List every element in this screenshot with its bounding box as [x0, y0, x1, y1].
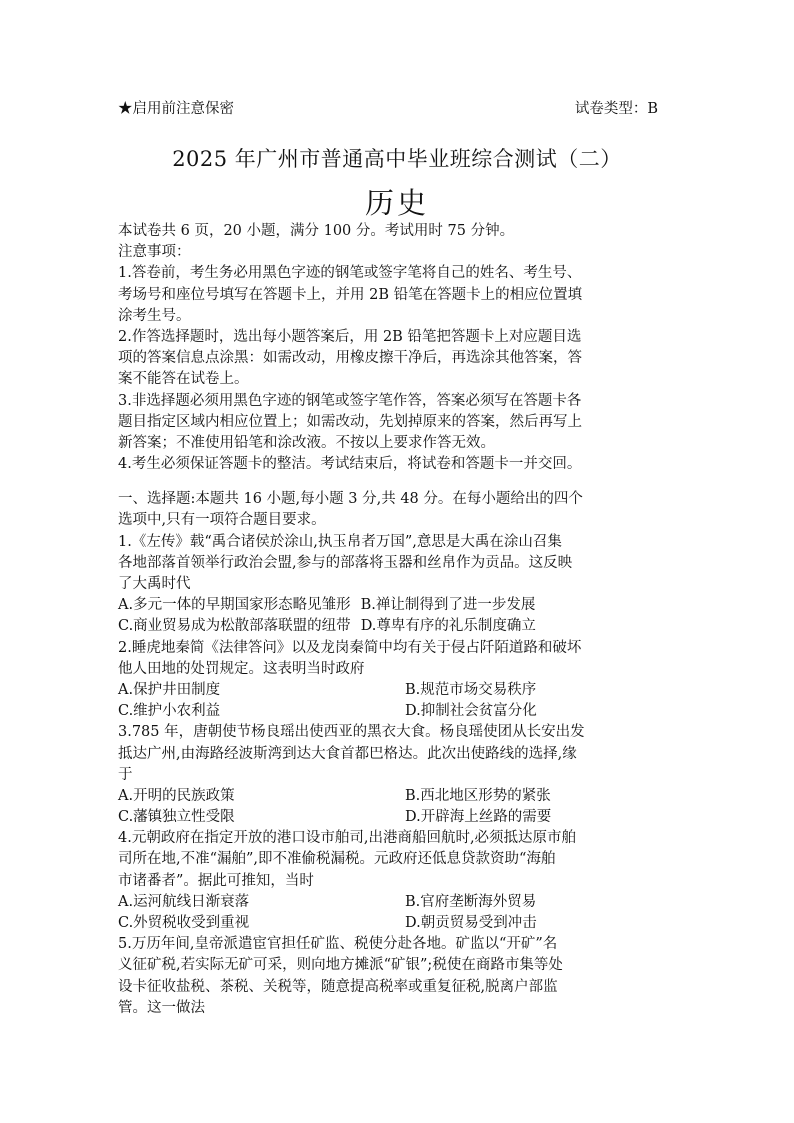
exam-title: 2025 年广州市普通高中毕业班综合测试（二） — [172, 147, 622, 171]
note-line: 2.作答选择题时，选出每小题答案后，用 2B 铅笔把答题卡上对应题目选 — [118, 328, 582, 345]
paper-type-label: 试卷类型：B — [574, 101, 658, 117]
question-1 — [118, 532, 678, 638]
note-line: 题目指定区域内相应位置上；如需改动，先划掉原来的答案，然后再写上 — [118, 413, 582, 430]
option-d: D.尊卑有序的礼乐制度确立 — [360, 618, 536, 635]
question-stem-line: 4.元朝政府在指定开放的港口设市舶司,出港商船回航时,必须抵达原市舶 — [118, 830, 577, 847]
note-line: 考场号和座位号填写在答题卡上，并用 2B 铅笔在答题卡上的相应位置填 — [118, 286, 583, 303]
option-c: C.藩镇独立性受限 — [118, 809, 235, 826]
question-3 — [118, 722, 678, 828]
note-line: 3.非选择题必须用黑色字迹的钢笔或签字笔作答，答案必须写在答题卡各 — [118, 392, 582, 409]
option-row — [118, 701, 678, 722]
section-heading-line: 一、选择题:本题共 16 小题,每小题 3 分,共 48 分。在每小题给出的四个 — [118, 491, 583, 508]
option-c: C.外贸税收受到重视 — [118, 915, 250, 931]
question-stem-line: 各地部落首领举行政治会盟,参与的部落将玉器和丝帛作为贡品。这反映 — [118, 554, 573, 571]
question-stem-line: 义征矿税,若实际无矿可采，则向地方摊派“矿银”;税使在商路市集等处 — [118, 957, 563, 974]
option-c: C.商业贸易成为松散部落联盟的纽带 — [118, 618, 351, 635]
option-row — [118, 786, 678, 807]
question-stem-line: 2.睡虎地秦简《法律答问》以及龙岗秦简中均有关于侵占阡陌道路和破坏 — [118, 639, 582, 656]
question-stem-line: 于 — [118, 766, 133, 783]
section-heading — [118, 489, 678, 531]
note-line: 1.答卷前，考生务必用黑色字迹的钢笔或签字笔将自己的姓名、考生号、 — [118, 265, 582, 282]
option-row — [118, 913, 678, 934]
note-line: 涂考生号。 — [118, 307, 191, 324]
question-stem-line: 市诸番者”。据此可推知，当时 — [118, 872, 314, 889]
option-row — [118, 595, 678, 616]
option-c: C.维护小农利益 — [118, 703, 221, 720]
question-stem-line: 抵达广州,由海路经波斯湾到达大食首都巴格达。此次出使路线的选择,缘 — [118, 745, 577, 762]
note-line: 4.考生必须保证答题卡的整洁。考试结束后，将试卷和答题卡一并交回。 — [118, 456, 582, 473]
subject-title: 历史 — [364, 186, 429, 220]
page-header — [118, 97, 658, 117]
question-5 — [118, 934, 678, 1019]
option-a: A.保护井田制度 — [118, 681, 221, 698]
notes-block — [118, 263, 678, 475]
exam-intro: 本试卷共 6 页，20 小题，满分 100 分。考试用时 75 分钟。 — [118, 223, 515, 239]
question-stem-line: 管。这一做法 — [118, 999, 205, 1016]
option-b: B.西北地区形势的紧张 — [405, 787, 551, 804]
question-stem-line: 3.785 年，唐朝使节杨良瑶出使西亚的黑衣大食。杨良瑶使团从长安出发 — [118, 724, 585, 741]
option-a: A.多元一体的早期国家形态略见雏形 — [118, 597, 351, 614]
option-row — [118, 616, 678, 637]
exam-content — [118, 221, 678, 1019]
confidential-notice: ★启用前注意保密 — [118, 101, 234, 117]
note-line: 案不能答在试卷上。 — [118, 371, 249, 388]
option-a: A.运河航线日渐衰落 — [118, 893, 250, 910]
option-d: D.开辟海上丝路的需要 — [405, 809, 552, 826]
option-b: B.官府垄断海外贸易 — [405, 893, 537, 910]
option-row — [118, 892, 678, 913]
note-line: 新答案；不准使用铅笔和涂改液。不按以上要求作答无效。 — [118, 434, 495, 451]
question-4 — [118, 828, 678, 934]
notes-heading: 注意事项： — [118, 244, 191, 261]
question-stem-line: 司所在地,不准“漏舶”,即不准偷税漏税。元政府还低息贷款资助“海舶 — [118, 851, 556, 868]
question-2 — [118, 638, 678, 723]
section-spacer — [118, 475, 678, 489]
option-a: A.开明的民族政策 — [118, 787, 235, 804]
option-b: B.禅让制得到了进一步发展 — [360, 597, 536, 614]
question-stem-line: 设卡征收盐税、茶税、关税等，随意提高税率或重复征税,脱离户部监 — [118, 978, 558, 995]
question-stem-line: 了大禹时代 — [118, 576, 191, 592]
option-row — [118, 680, 678, 701]
option-b: B.规范市场交易秩序 — [405, 681, 537, 698]
question-stem-line: 5.万历年间,皇帝派遣宦官担任矿监、税使分赴各地。矿监以“开矿”名 — [118, 936, 558, 953]
section-heading-line: 选项中,只有一项符合题目要求。 — [118, 512, 326, 529]
option-d: D.朝贡贸易受到冲击 — [405, 915, 537, 931]
question-stem-line: 他人田地的处罚规定。这表明当时政府 — [118, 660, 365, 677]
option-row — [118, 807, 678, 828]
option-d: D.抑制社会贫富分化 — [405, 703, 537, 720]
note-line: 项的答案信息点涂黑：如需改动，用橡皮擦干净后，再选涂其他答案，答 — [118, 350, 582, 367]
question-stem-line: 1.《左传》载“禹合诸侯於涂山,执玉帛者万国”,意思是大禹在涂山召集 — [118, 533, 562, 550]
